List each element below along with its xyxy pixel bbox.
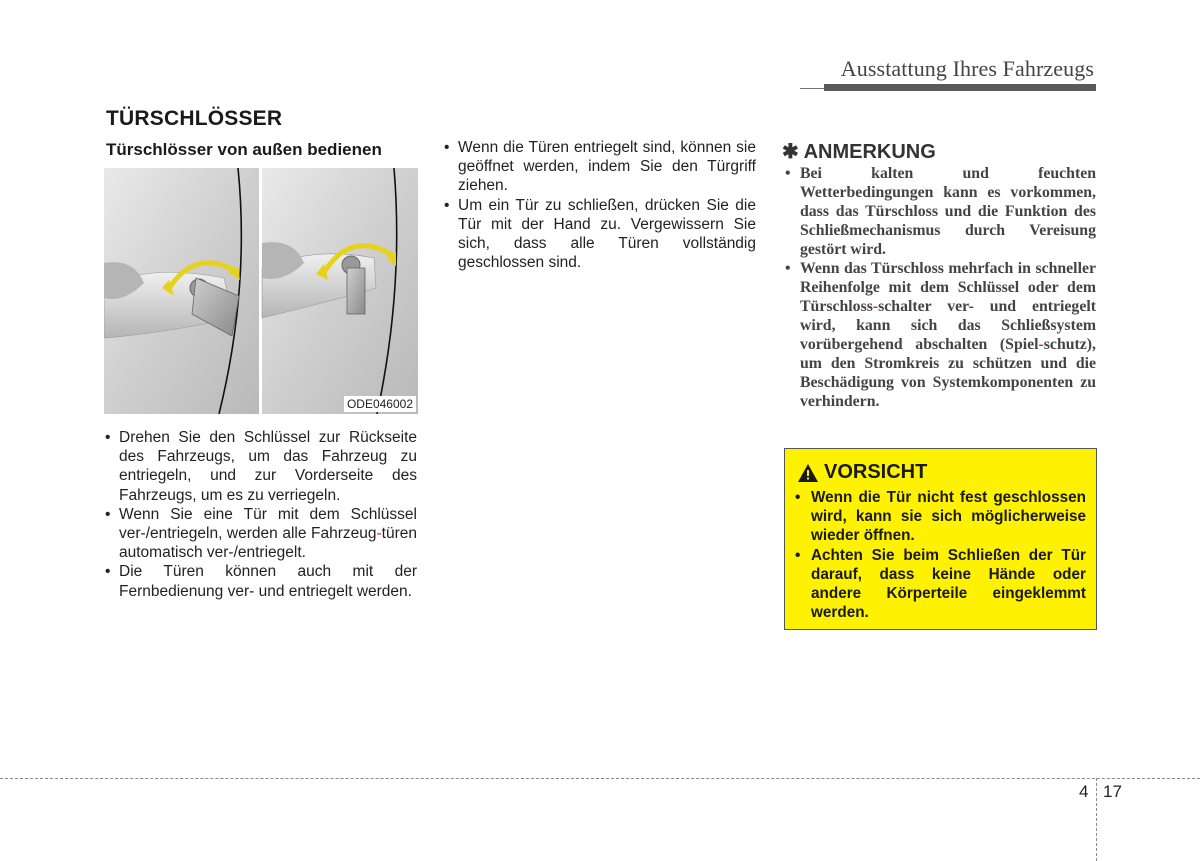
list-item <box>443 138 756 196</box>
note-title: ANMERKUNG <box>803 141 936 163</box>
bullet-text: türen automatisch ver-/entriegelt. <box>119 525 417 562</box>
section-subtitle: Türschlösser von außen bedienen <box>106 140 382 159</box>
header-rule-bar <box>824 84 1096 91</box>
bullet-text: Um ein Tür zu schließen, drücken Sie die Tür mit der Hand zu. Vergewissern Sie sich, dass alle Türen vollständig geschlossen sind. <box>458 196 756 272</box>
list-item <box>104 562 417 600</box>
bullet-text: Drehen Sie den Schlüssel zur Rückseite des Fahrzeugs, um das Fahrzeug zu entriegeln, und zur Vorderseite des Fahrzeugs, um es zu verriegeln. <box>119 429 417 504</box>
left-column-text <box>104 428 417 601</box>
bullet-text: Wenn die Türen entriegelt sind, können sie geöffnet werden, indem Sie den Türgriff ziehen. <box>458 139 756 195</box>
bullet-text: Wenn die Tür nicht fest geschlossen wird, kann sie sich möglicherweise wieder öffnen. <box>811 489 1086 545</box>
warning-triangle-icon <box>798 464 818 482</box>
caution-box <box>784 448 1097 630</box>
bullet-text: Wenn Sie eine Tür mit dem Schlüssel ver-/entriegeln, werden alle Fahrzeug <box>119 505 417 543</box>
bullet-text: Die Türen können auch mit der Fernbedienung ver- und entriegelt werden. <box>119 563 417 600</box>
asterisk-icon: ✱ <box>782 141 799 163</box>
figure-code: ODE046002 <box>344 396 416 412</box>
header-rule-thin <box>800 88 824 89</box>
hyphen-mark: - <box>872 298 879 315</box>
list-item <box>793 546 1086 623</box>
list-item <box>443 196 756 273</box>
note-box <box>783 164 1096 411</box>
hyphen-mark: - <box>376 525 382 543</box>
list-item <box>783 164 1096 259</box>
door-lock-drawing <box>104 168 418 414</box>
footer-rule <box>0 778 1200 779</box>
chapter-number: 4 <box>1079 782 1089 801</box>
note-heading <box>782 139 936 164</box>
door-lock-illustration <box>104 168 418 414</box>
caution-heading <box>798 461 927 484</box>
page-number: 17 <box>1103 782 1122 801</box>
bullet-text: Bei kalten und feuchten Wetterbedingungen kann es vorkommen, dass das Türschloss und die Funktion des Schließmechanismus durch Vereisung gestört wird. <box>800 165 1096 258</box>
middle-column-text <box>443 138 756 272</box>
chapter-title: Ausstattung Ihres Fahrzeugs <box>840 56 1094 81</box>
bullet-text: Achten Sie beim Schließen der Tür darauf, dass keine Hände oder andere Körperteile eingeklemmt werden. <box>811 546 1086 622</box>
bullet-text: schalter ver- und entriegelt wird, kann sich das Schließsystem vorübergehend abschalten (Spiel <box>800 298 1096 353</box>
caution-title: VORSICHT <box>824 461 928 483</box>
list-item <box>104 428 417 505</box>
hyphen-mark: - <box>1038 336 1044 353</box>
footer-divider <box>1096 778 1097 861</box>
list-item <box>783 259 1096 411</box>
list-item <box>793 488 1086 546</box>
bullet-text: schutz), um den Stromkreis zu schützen und die Beschädigung von Systemkomponenten zu verhindern. <box>800 336 1096 410</box>
section-title: TÜRSCHLÖSSER <box>106 107 283 130</box>
bullet-text: Wenn das Türschloss mehrfach in schneller Reihenfolge mit dem Schlüssel oder dem Türschloss <box>800 260 1096 315</box>
list-item <box>104 505 417 563</box>
